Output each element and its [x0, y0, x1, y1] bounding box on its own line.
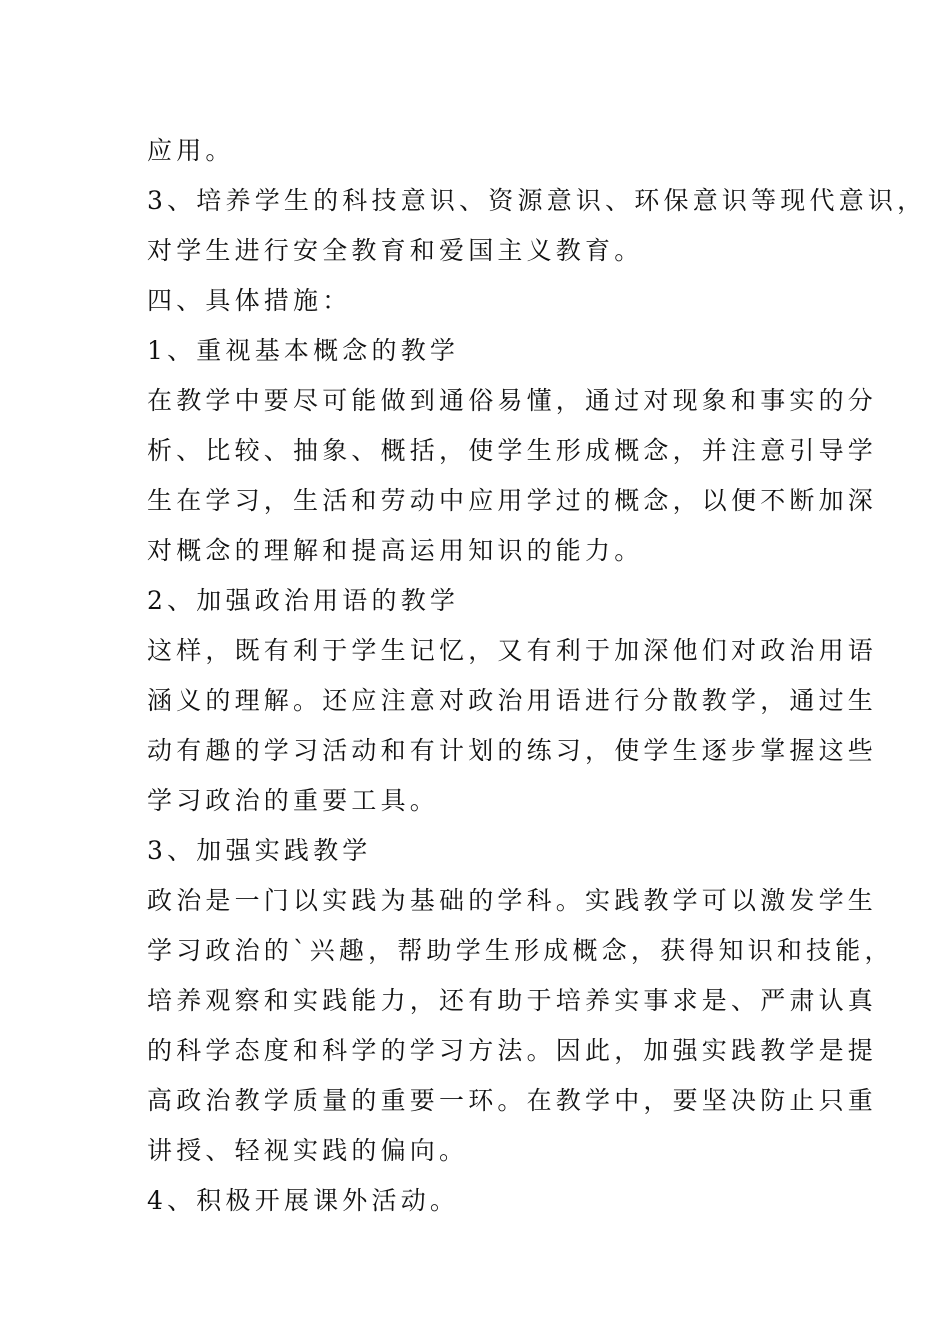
text-line: 生在学习，生活和劳动中应用学过的概念，以便不断加深 [147, 486, 878, 515]
text-line: 动有趣的学习活动和有计划的练习，使学生逐步掌握这些 [147, 736, 878, 765]
subsection-heading: 4、积极开展课外活动。 [147, 1186, 460, 1215]
text-line: 析、比较、抽象、概括，使学生形成概念，并注意引导学 [147, 436, 878, 465]
text-line: 3、培养学生的科技意识、资源意识、环保意识等现代意识， [147, 186, 927, 215]
text-line: 对学生进行安全教育和爱国主义教育。 [147, 236, 644, 265]
text-line: 在教学中要尽可能做到通俗易懂，通过对现象和事实的分 [147, 386, 878, 415]
text-line: 涵义的理解。还应注意对政治用语进行分散教学，通过生 [147, 686, 878, 715]
text-line: 学习政治的`兴趣，帮助学生形成概念，获得知识和技能， [147, 936, 894, 965]
text-line: 这样，既有利于学生记忆，又有利于加深他们对政治用语 [147, 636, 878, 665]
text-line: 高政治教学质量的重要一环。在教学中，要坚决防止只重 [147, 1086, 878, 1115]
text-line: 讲授、轻视实践的偏向。 [147, 1136, 469, 1165]
subsection-heading: 3、加强实践教学 [147, 836, 372, 865]
subsection-heading: 1、重视基本概念的教学 [147, 336, 460, 365]
section-heading: 四、具体措施： [147, 286, 352, 315]
text-line: 政治是一门以实践为基础的学科。实践教学可以激发学生 [147, 886, 878, 915]
text-line: 应用。 [147, 136, 235, 165]
text-line: 学习政治的重要工具。 [147, 786, 440, 815]
subsection-heading: 2、加强政治用语的教学 [147, 586, 460, 615]
text-line: 的科学态度和科学的学习方法。因此，加强实践教学是提 [147, 1036, 878, 1065]
text-line: 培养观察和实践能力，还有助于培养实事求是、严肃认真 [147, 986, 878, 1015]
text-line: 对概念的理解和提高运用知识的能力。 [147, 536, 644, 565]
